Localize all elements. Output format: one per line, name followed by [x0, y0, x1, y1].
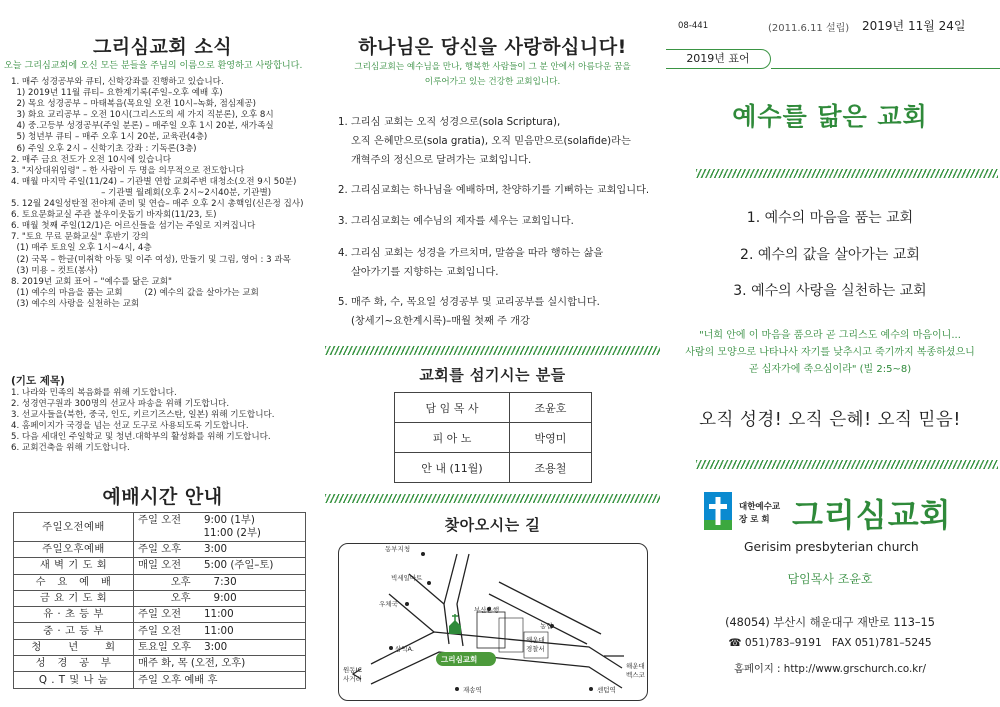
service-time: 주일 오후 예배 후 [134, 672, 306, 688]
welcome-text: 오늘 그리심교회에 오신 모든 분들을 주님의 이름으로 환영하고 사랑합니다. [4, 61, 303, 71]
service-name: 중 · 고 등 부 [14, 623, 134, 639]
service-name: 청 년 회 [14, 639, 134, 655]
map-label-wondong-2: 사거리 [343, 675, 362, 683]
church-name: 그리심교회 [792, 496, 952, 534]
mission-item-1: 1. 그리심 교회는 오직 성경으로(sola Scriptura), 오직 은혜만으로(sola gratia), 오직 믿음만으로(solafide)라는 개혁주의 정신으로 달려가는 교회입니다. [338, 117, 631, 166]
news-line: 7. "토요 무료 문화교실" 후반기 강의 [11, 232, 149, 243]
church-phone: ☎ 051)783–9191 FAX 051)781–5245 [728, 637, 932, 649]
map-label-samik: 삼익A. [395, 645, 414, 653]
service-name: 유 · 초 등 부 [14, 607, 134, 623]
middle-panel [325, 0, 660, 707]
map-label-haeundae-2: 벡스코 [626, 671, 645, 679]
server-name: 박영미 [510, 423, 592, 453]
map-label-jaesong: 재송역 [463, 686, 482, 694]
divider-stripe [325, 346, 660, 355]
map-title: 찾아오시는 길 [444, 516, 541, 534]
service-time: 주일 오후 3:00 [134, 542, 306, 558]
news-line: (1) 예수의 마음을 품는 교회 (2) 예수의 값을 살아가는 교회 [11, 287, 259, 298]
news-line: 8. 2019년 교회 표어 – "예수를 닮은 교회" [11, 276, 173, 287]
service-time: 오후 7:30 [134, 574, 306, 590]
map-label-police-1: 해운대 [526, 636, 545, 644]
motto-tag: 2019년 표어 [666, 49, 771, 69]
news-line: 6. 토요문화교실 주관 불우이웃돕기 바자회(11/23, 토) [11, 210, 217, 221]
motto-line [771, 68, 1000, 69]
love-subtitle: 그리심교회는 예수님을 만나, 행복한 사람들이 그 분 안에서 아름다운 꿈을 이루어가고 있는 건강한 교회입니다. [354, 62, 631, 87]
issue-date: 2019년 11월 24일 [862, 19, 966, 33]
church-address: (48054) 부산시 해운대구 재반로 113–15 [725, 616, 935, 629]
server-row [395, 393, 592, 423]
love-title: 하나님은 당신을 사랑하십니다! [358, 36, 627, 58]
news-line: (1) 매주 토요일 오후 1시~4시, 4층 [11, 243, 152, 254]
news-line: 5. 12월 24일성탄절 전야제 준비 및 연습– 매주 오후 2시 총핵임(신은정 집사) [11, 199, 304, 210]
server-row [395, 423, 592, 453]
mission-item-3: 3. 그리심교회는 예수님의 제자를 세우는 교회입니다. [338, 216, 574, 227]
service-row [14, 574, 306, 590]
news-line: 3. "지상대위임령" – 한 사람이 두 명을 의무적으로 전도합니다 [11, 165, 245, 176]
servers-table [394, 392, 592, 483]
service-row [14, 639, 306, 655]
service-row [14, 607, 306, 623]
prayer-line: 5. 다음 세대인 주일학교 및 청년.대학부의 활성화를 위해 기도합니다. [11, 432, 271, 443]
news-list [11, 77, 303, 310]
motto-point-1: 1. 예수의 마음을 품는 교회 [746, 210, 914, 226]
divider-stripe [325, 494, 660, 503]
church-logo-icon [704, 492, 732, 530]
service-name: 수 요 예 배 [14, 574, 134, 590]
news-line: (3) 미용 – 컷트(봉사) [11, 265, 98, 276]
server-role: 피 아 노 [395, 423, 510, 453]
news-line: (2) 국목 – 한글(미취학 아동 및 이주 여성), 만들기 및 그림, 영어 : 3 과목 [11, 254, 291, 265]
mission-item-5: 5. 매주 화, 수, 목요일 성경공부 및 교리공부를 실시합니다. (창세기~요한계시록)–매월 첫째 주 개강 [338, 297, 600, 327]
service-table [13, 512, 306, 689]
map-label-centum: 센텀역 [597, 686, 616, 694]
establish-date: (2011.6.11 설립) [768, 23, 850, 34]
service-time: 주일 오전 9:00 (1부) 11:00 (2부) [134, 513, 306, 542]
senior-pastor: 담임목사 조윤호 [787, 572, 873, 586]
service-time: 매일 오전 5:00 (주일–토) [134, 558, 306, 574]
map-label-church: 그리심교회 [441, 655, 478, 664]
news-line: 6) 주일 오후 2시 – 신학기초 강좌 : 기독론(3층) [11, 143, 197, 154]
service-time: 토요일 오후 3:00 [134, 639, 306, 655]
service-name: 금 요 기 도 회 [14, 590, 134, 606]
server-role: 담 임 목 사 [395, 393, 510, 423]
church-homepage[interactable]: 홈페이지 : http://www.grschurch.co.kr/ [734, 663, 926, 675]
left-panel [0, 0, 325, 707]
motto-point-3: 3. 예수의 사랑을 실천하는 교회 [733, 283, 927, 299]
prayer-line: 2. 성경연구원과 300명의 선교사 파송을 위해 기도합니다. [11, 399, 230, 410]
map-label-haeundae-1: 해운대 [626, 662, 645, 670]
mission-item-2: 2. 그리심교회는 하나님을 예배하며, 찬양하기를 기뻐하는 교회입니다. [338, 185, 650, 196]
divider-stripe [696, 460, 998, 469]
server-name: 조윤호 [510, 393, 592, 423]
news-line: 2) 목요 성경공부 – 마태복음(목요일 오전 10시–녹화, 점심제공) [11, 99, 257, 110]
map-label-dongbu: 동부지청 [385, 545, 411, 553]
servers-title: 교회를 섬기시는 분들 [419, 366, 566, 384]
service-row [14, 590, 306, 606]
news-line: 4. 매월 마지막 주일(11/24) – 기관별 연합 교회주변 대청소(오전 9시 50분) [11, 176, 297, 187]
service-name: 주일오후예배 [14, 542, 134, 558]
prayer-title: (기도 제목) [11, 375, 65, 387]
map-label-nonghyup: 농협 [540, 622, 553, 630]
motto-title: 예수를 닮은 교회 [732, 102, 928, 131]
map-label-busan-bank: 부산은행 [474, 606, 500, 614]
prayer-line: 3. 선교사들을(북한, 중국, 인도, 키르기즈스탄, 일본) 위해 기도합니다. [11, 410, 275, 421]
service-name: 새 벽 기 도 회 [14, 558, 134, 574]
prayer-line: 6. 교회건축을 위해 기도합니다. [11, 443, 130, 454]
service-title: 예배시간 안내 [102, 486, 223, 508]
motto-point-2: 2. 예수의 값을 살아가는 교회 [740, 247, 920, 263]
server-row [395, 453, 592, 483]
news-line: 2. 매주 금요 전도가 오전 10시에 있습니다 [11, 154, 172, 165]
service-time: 매주 화, 목 (오전, 오후) [134, 656, 306, 672]
service-row [14, 513, 306, 542]
service-time: 오후 9:00 [134, 590, 306, 606]
location-map [338, 543, 648, 701]
map-label-wondong-1: 원동IC [343, 666, 363, 674]
news-line: (3) 예수의 사랑을 실천하는 교회 [11, 298, 140, 309]
news-line: 6. 매월 첫째 주일(12/1)은 어르신들을 섬기는 주일로 지켜집니다 [11, 221, 256, 232]
news-line: 3) 화요 교리공부 – 오전 10시(그리스도의 세 가지 직분론), 오후 8시 [11, 110, 274, 121]
news-line: 1. 매주 성경공부와 큐티, 신학강좌를 진행하고 있습니다. [11, 77, 224, 87]
church-english-name: Gerisim presbyterian church [744, 540, 919, 554]
bible-verse: "너희 안에 이 마음을 품으라 곧 그리스도 예수의 마음이니... 사람의 모양으로 나타나사 자기를 낮추시고 죽기까지 복종하셨으니 곧 십자가에 죽으심이라" (빌 2:5~8) [685, 330, 975, 375]
denomination: 대한예수교 장 로 회 [739, 502, 781, 525]
map-label-post: 우체국 [379, 600, 398, 608]
news-title: 그리심교회 소식 [92, 36, 233, 58]
prayer-list [11, 388, 275, 455]
map-label-billage: 빅세일마트 [391, 574, 423, 582]
doc-number: 08-441 [678, 21, 709, 31]
mission-item-4: 4. 그리심 교회는 성경을 가르치며, 말씀을 따라 행하는 삶을 살아가기를 지향하는 교회입니다. [338, 248, 604, 278]
service-time: 주일 오전 11:00 [134, 623, 306, 639]
service-name: 성 경 공 부 [14, 656, 134, 672]
right-panel [660, 0, 1000, 707]
news-line: 4) 중.고등부 성경공부(주일 분론) – 매주일 오후 1시 20분, 새가족실 [11, 121, 274, 132]
service-time: 주일 오전 11:00 [134, 607, 306, 623]
news-line: 5) 청년부 큐티 – 매주 오후 1시 20분, 교육관(4층) [11, 132, 208, 143]
prayer-line: 4. 홈페이지가 국경을 넘는 선교 도구로 사용되도록 기도합니다. [11, 421, 249, 432]
server-role: 안 내 (11월) [395, 453, 510, 483]
service-row [14, 623, 306, 639]
news-line: 1) 2019년 11월 큐티– 요한계기록(주일–오후 예배 후) [11, 88, 223, 99]
sola-slogan: 오직 성경! 오직 은혜! 오직 믿음! [699, 410, 961, 430]
server-name: 조용철 [510, 453, 592, 483]
service-row [14, 656, 306, 672]
service-row [14, 558, 306, 574]
map-drawing [339, 544, 648, 701]
divider-stripe [696, 169, 998, 178]
map-label-police-2: 경찰서 [526, 645, 545, 653]
service-name: 주일오전예배 [14, 513, 134, 542]
service-row [14, 672, 306, 688]
service-name: Q . T 및 나 눔 [14, 672, 134, 688]
news-line: – 기관별 월례회(오후 2시~2시40분, 기관별) [11, 187, 272, 198]
prayer-line: 1. 나라와 민족의 복음화를 위해 기도합니다. [11, 388, 177, 398]
service-row [14, 542, 306, 558]
